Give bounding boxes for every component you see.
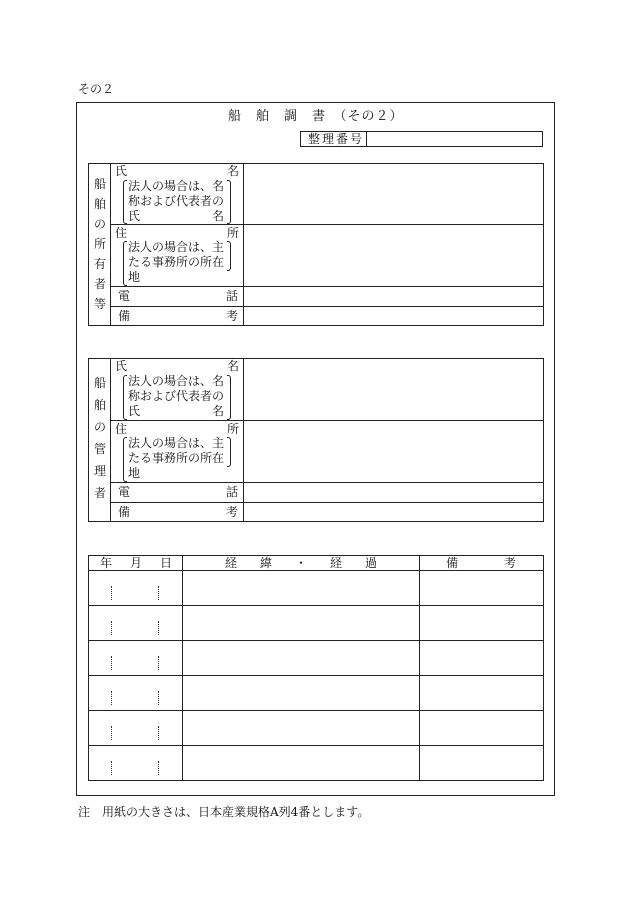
- history-remarks-cell[interactable]: [420, 641, 544, 674]
- history-detail-cell[interactable]: [183, 676, 419, 709]
- owner-address-note-3: 地: [128, 270, 141, 284]
- owner-address-label: 住 所: [115, 226, 239, 240]
- page-label: その２: [78, 82, 115, 96]
- owner-name-note-1: 法人の場合は、名: [128, 179, 225, 193]
- owner-side-label: 船 舶 の 所 有 者 等: [93, 177, 106, 311]
- footnote: 注 用紙の大きさは、日本産業規格A列4番とします。: [78, 805, 370, 819]
- owner-remarks-field[interactable]: [245, 308, 542, 325]
- owner-name-note-3: 氏 名: [128, 209, 224, 223]
- col-header-remarks: 備 考: [446, 556, 516, 570]
- manager-name-note-3: 氏 名: [128, 404, 224, 418]
- manager-name-note-1: 法人の場合は、名: [128, 374, 225, 388]
- manager-name-field[interactable]: [245, 360, 542, 419]
- owner-address-note-2: たる事務所の所在: [128, 255, 225, 269]
- seiri-bango-field[interactable]: [368, 132, 542, 146]
- manager-tel-label: 電 話: [118, 485, 238, 499]
- history-date-cell[interactable]: [89, 606, 182, 639]
- owner-address-field[interactable]: [245, 226, 542, 285]
- history-detail-cell[interactable]: [183, 711, 419, 744]
- history-remarks-cell[interactable]: [420, 571, 544, 604]
- manager-address-field[interactable]: [245, 422, 542, 481]
- seiri-bango-label: 整理番号: [308, 132, 365, 146]
- history-detail-cell[interactable]: [183, 571, 419, 604]
- manager-name-label: 氏 名: [115, 359, 239, 373]
- history-remarks-cell[interactable]: [420, 606, 544, 639]
- manager-remarks-field[interactable]: [245, 504, 542, 521]
- manager-address-label: 住 所: [115, 422, 239, 436]
- history-remarks-cell[interactable]: [420, 746, 544, 779]
- history-date-cell[interactable]: [89, 571, 182, 604]
- owner-name-label: 氏 名: [115, 164, 239, 178]
- history-date-cell[interactable]: [89, 746, 182, 779]
- history-date-cell[interactable]: [89, 711, 182, 744]
- history-date-cell[interactable]: [89, 641, 182, 674]
- form-title: 船 舶 調 書 （その２）: [228, 109, 404, 124]
- history-detail-cell[interactable]: [183, 606, 419, 639]
- owner-address-note-1: 法人の場合は、主: [128, 240, 225, 254]
- manager-side-label: 船 舶 の 管 理 者: [93, 376, 106, 500]
- owner-tel-field[interactable]: [245, 288, 542, 305]
- history-detail-cell[interactable]: [183, 641, 419, 674]
- history-detail-cell[interactable]: [183, 746, 419, 779]
- manager-address-note-2: たる事務所の所在: [128, 451, 225, 465]
- manager-name-note-2: 称および代表者の: [128, 389, 225, 403]
- manager-tel-field[interactable]: [245, 484, 542, 501]
- history-remarks-cell[interactable]: [420, 711, 544, 744]
- history-date-cell[interactable]: [89, 676, 182, 709]
- history-remarks-cell[interactable]: [420, 676, 544, 709]
- manager-address-note-1: 法人の場合は、主: [128, 436, 225, 450]
- owner-name-note-2: 称および代表者の: [128, 194, 225, 208]
- owner-tel-label: 電 話: [118, 289, 238, 303]
- owner-name-field[interactable]: [245, 165, 542, 223]
- manager-remarks-label: 備 考: [118, 505, 238, 519]
- col-header-date: 年 月 日: [100, 556, 172, 570]
- col-header-history: 経 緯 ・ 経 過: [225, 556, 377, 570]
- owner-remarks-label: 備 考: [118, 309, 238, 323]
- manager-address-note-3: 地: [128, 466, 141, 480]
